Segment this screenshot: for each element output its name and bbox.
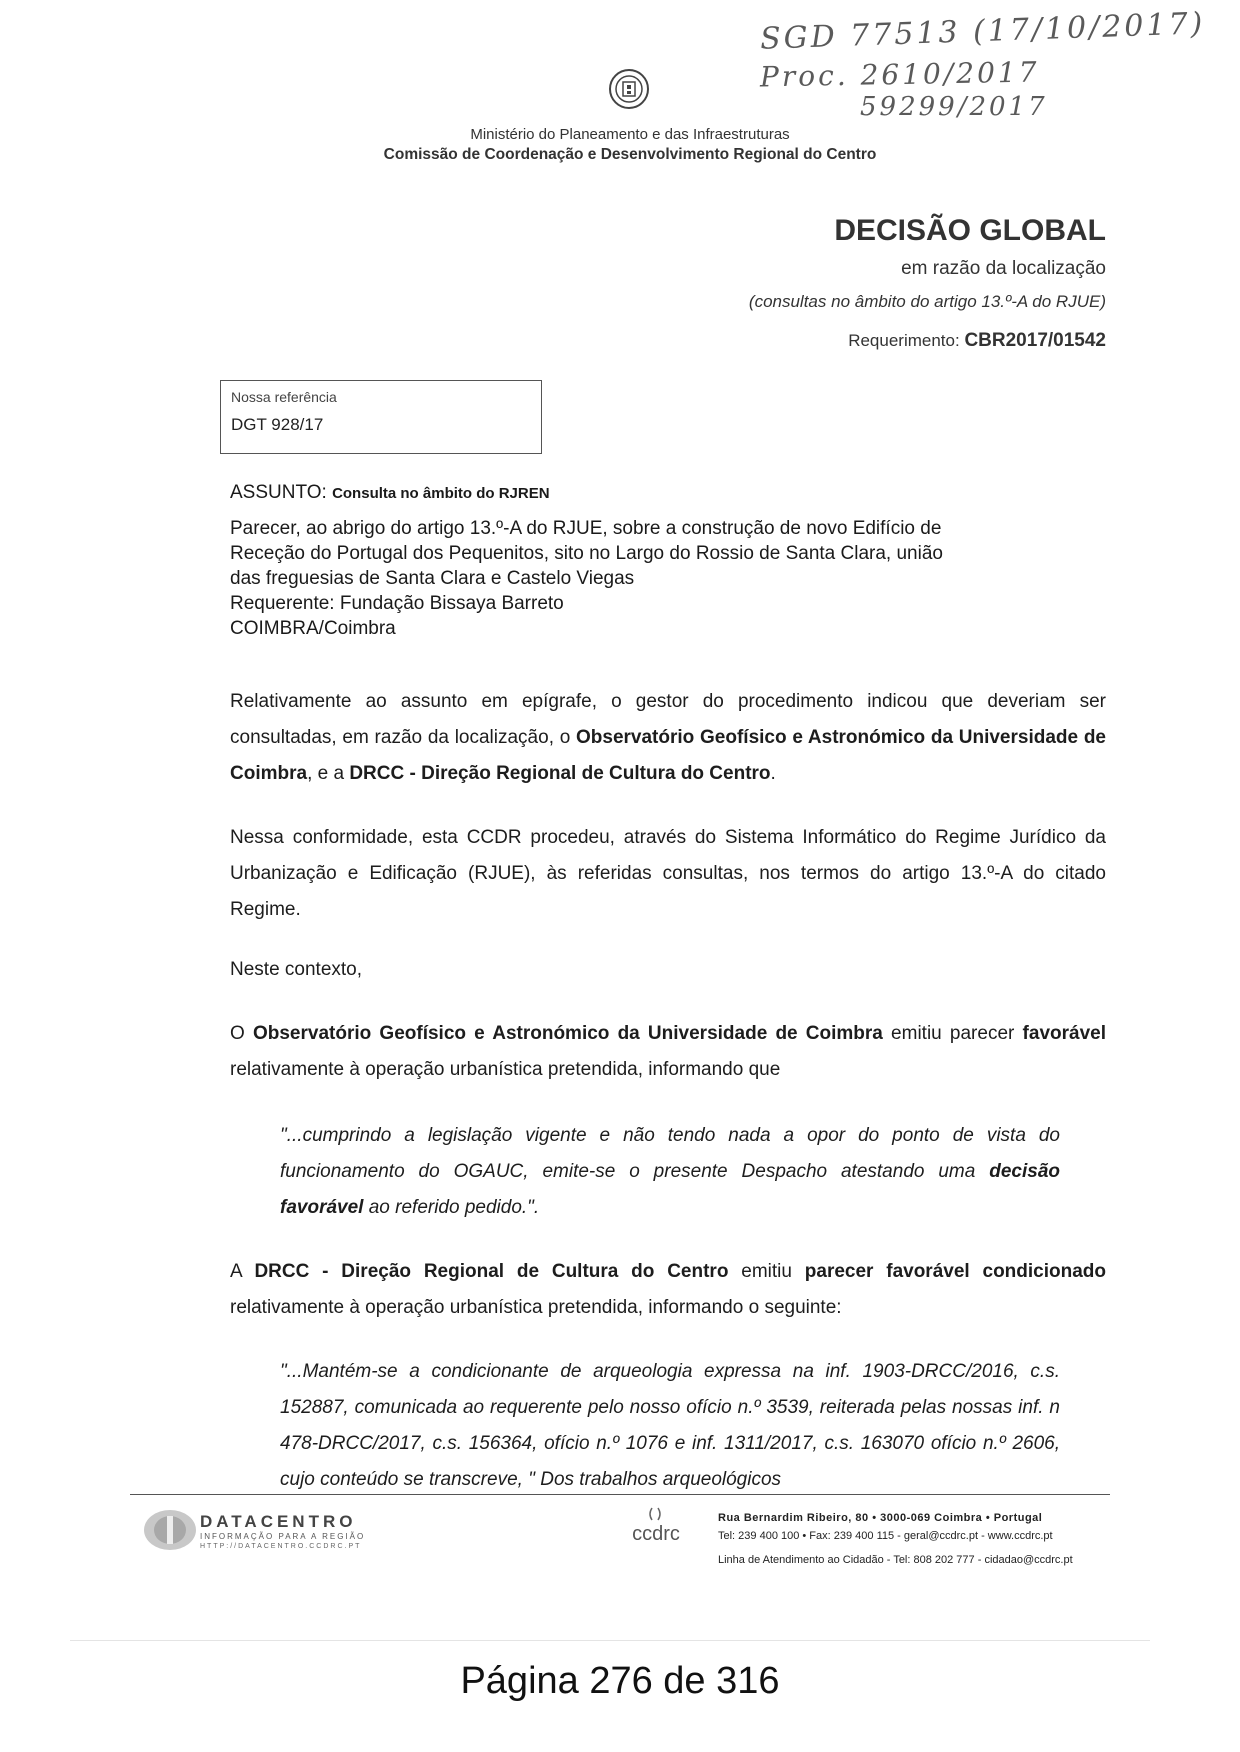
text: O — [230, 1023, 253, 1044]
subject-heading — [230, 482, 550, 504]
decision-term: decisão favorável — [280, 1161, 1060, 1218]
ccdrc-mark-icon — [646, 1506, 666, 1522]
subject-description — [230, 516, 1050, 641]
request-value: CBR2017/01542 — [964, 330, 1106, 351]
datacentro-url: HTTP://DATACENTRO.CCDRC.PT — [200, 1543, 362, 1550]
text: relativamente à operação urbanística pretendida, informando o seguinte: — [230, 1297, 842, 1318]
observatory-name: Observatório Geofísico e Astronómico da Universidade de Coimbra — [252, 1023, 883, 1044]
ccdrc-logo — [626, 1506, 686, 1546]
subject-label: ASSUNTO: — [230, 482, 327, 503]
footer-divider — [130, 1494, 1110, 1495]
subject-line: das freguesias de Santa Clara e Castelo Viegas — [230, 568, 635, 589]
quote-drcc: "...Mantém-se a condicionante de arqueologia expressa na inf. 1903-DRCC/2016, c.s. 152887, comunicada ao requerente pelo nosso ofício n.º 3539, reiterada pelas nossas inf. n 478-DRCC/2017, c.s. 156364, ofício n.º 1076 e inf. 1311/2017, c.s. 163070 ofício n.º 2606, cujo conteúdo se transcreve, " Dos trabalhos arqueológicos — [280, 1361, 1060, 1490]
footer-helpline: Linha de Atendimento ao Cidadão - Tel: 808 202 777 - cidadao@ccdrc.pt — [718, 1554, 1073, 1566]
datacentro-tagline: INFORMAÇÃO PARA A REGIÃO — [200, 1532, 366, 1541]
paragraph-context: Neste contexto, — [230, 959, 363, 980]
text: emitiu parecer — [882, 1023, 1023, 1044]
handwritten-process: Proc. 2610/2017 — [759, 55, 1040, 94]
reference-label: Nossa referência — [231, 389, 337, 405]
observatory-name: Observatório Geofísico e Astronómico da Universidade de Coimbra — [230, 727, 1106, 784]
handwritten-registry: SGD 77513 (17/10/2017) — [759, 6, 1206, 57]
text: "...cumprindo a legislação vigente e não tendo nada a opor do ponto de vista do funcionamento do OGAUC, emite-se o presente Despacho atestando uma — [280, 1125, 1060, 1182]
quote-observatory — [280, 1118, 1060, 1226]
request-number — [848, 330, 1106, 352]
text: ao referido pedido.". — [363, 1197, 540, 1218]
portugal-coat-of-arms-icon — [608, 68, 650, 110]
consult-note: (consultas no âmbito do artigo 13.º-A do RJUE) — [748, 292, 1106, 311]
subject-line: Parecer, ao abrigo do artigo 13.º-A do RJUE, sobre a construção de novo Edifício de — [230, 518, 942, 539]
ministry-name: Ministério do Planeamento e das Infraestruturas — [470, 126, 790, 143]
paragraph-consultation — [230, 684, 1106, 792]
commission-name: Comissão de Coordenação e Desenvolvimento Regional do Centro — [383, 146, 877, 163]
subject-line: Requerente: Fundação Bissaya Barreto — [230, 593, 564, 614]
datacentro-brand: DATACENTRO — [200, 1512, 357, 1531]
footer-contacts: Tel: 239 400 100 • Fax: 239 400 115 - geral@ccdrc.pt - www.ccdrc.pt — [718, 1530, 1053, 1542]
subject-line: Receção do Portugal dos Pequenitos, sito no Largo do Rossio de Santa Clara, união — [230, 543, 943, 564]
text: A — [230, 1261, 255, 1282]
paragraph-drcc-opinion — [230, 1254, 1106, 1326]
handwritten-number: 59299/2017 — [860, 92, 1048, 122]
paragraph-observatory-opinion — [230, 1016, 1106, 1088]
datacentro-logo-icon — [142, 1508, 198, 1552]
drcc-name: DRCC - Direção Regional de Cultura do Centro — [349, 763, 771, 784]
reference-value: DGT 928/17 — [231, 415, 324, 434]
paragraph-conformity: Nessa conformidade, esta CCDR procedeu, através do Sistema Informático do Regime Jurídico da Urbanização e Edificação (RJUE), às referidas consultas, nos termos do artigo 13.º-A do citado Regime. — [230, 827, 1106, 920]
document-title: DECISÃO GLOBAL — [834, 214, 1106, 247]
text: , e a — [307, 763, 350, 784]
reference-box — [220, 380, 542, 454]
subject-line: COIMBRA/Coimbra — [230, 618, 396, 639]
text: emitiu — [728, 1261, 805, 1282]
favorable-term: favorável — [1022, 1023, 1106, 1044]
text: . — [770, 763, 776, 784]
footer-address: Rua Bernardim Ribeiro, 80 • 3000-069 Coimbra • Portugal — [718, 1512, 1043, 1524]
conditional-term: parecer favorável condicionado — [804, 1261, 1107, 1282]
document-subtitle: em razão da localização — [901, 258, 1106, 279]
drcc-name: DRCC - Direção Regional de Cultura do Centro — [254, 1261, 729, 1282]
text: relativamente à operação urbanística pretendida, informando que — [230, 1059, 781, 1080]
request-label: Requerimento: — [848, 331, 960, 350]
subject-value: Consulta no âmbito do RJREN — [332, 485, 550, 502]
ccdrc-wordmark: ccdrc — [632, 1523, 680, 1545]
text: Relativamente ao assunto em epígrafe, o gestor do procedimento indicou que deveriam ser consultadas, em razão da localização, o — [230, 691, 1106, 748]
page-number: Página 276 de 316 — [460, 1660, 780, 1702]
scan-edge-line — [70, 1640, 1150, 1641]
